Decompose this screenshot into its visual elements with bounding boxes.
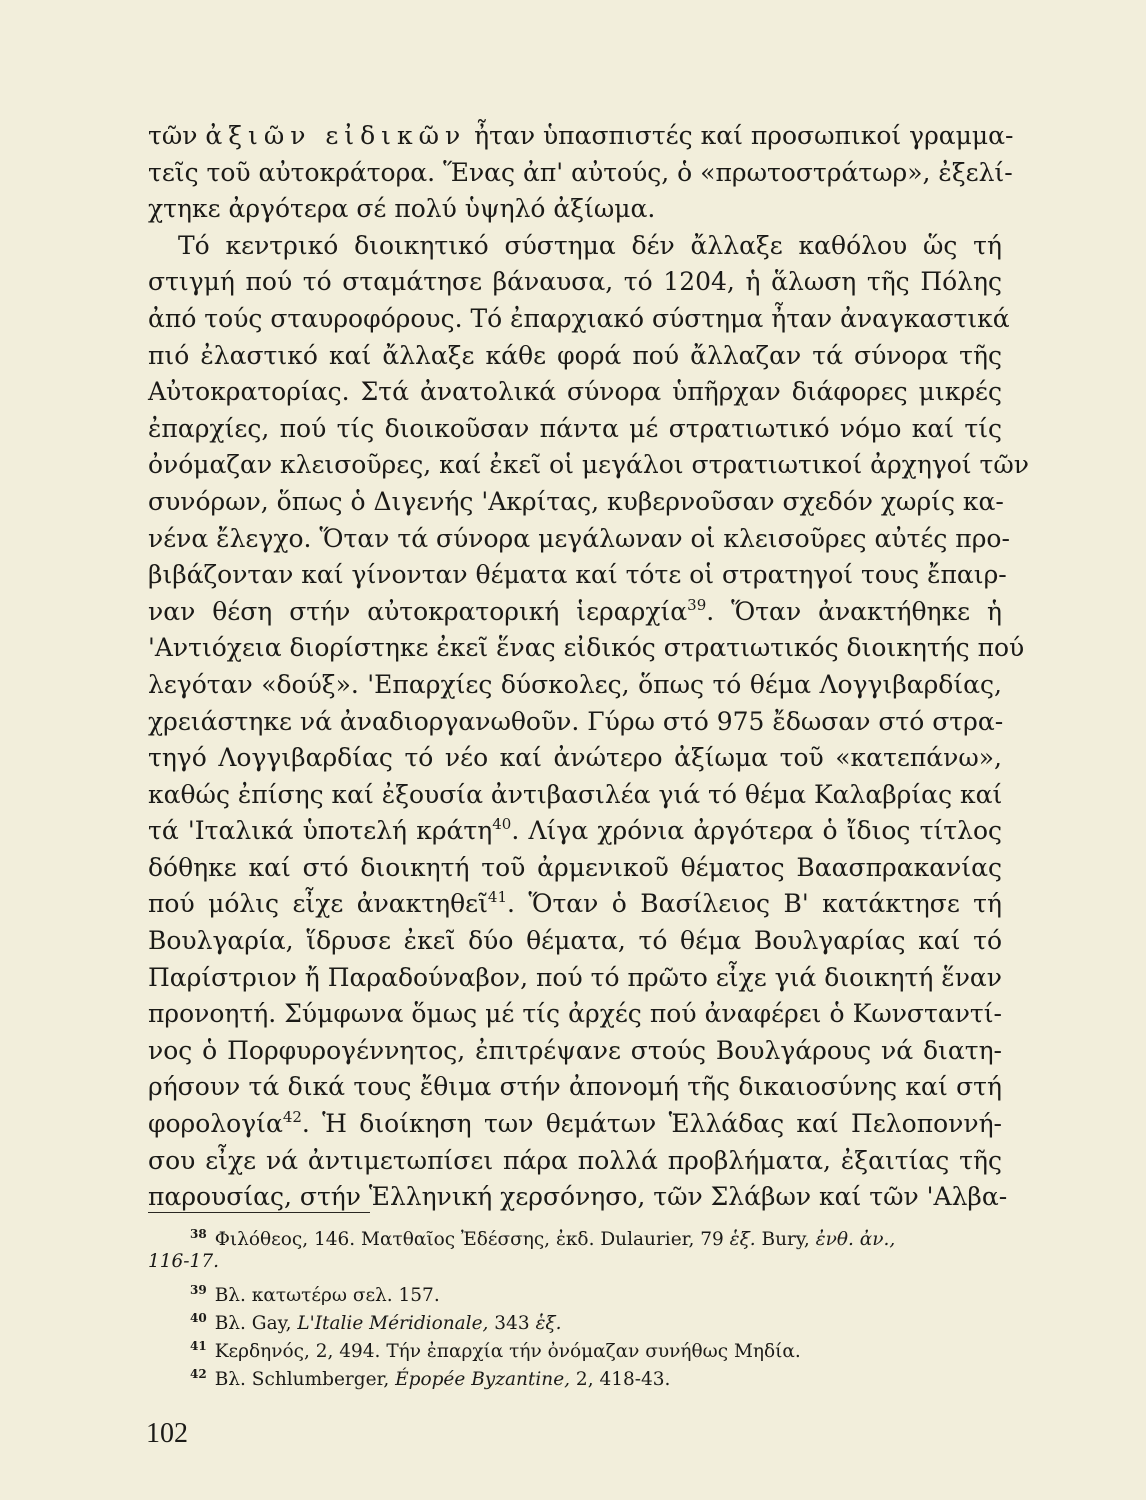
text-line: Αὐτοκρατορίας. Στά ἀνατολικά σύνορα ὑπῆρχαν διάφορες μικρές — [148, 377, 1002, 407]
text-line: Βουλγαρία, ἵδρυσε ἐκεῖ δύο θέματα, τό θέμα Βουλγαρίας καί τό — [148, 926, 1002, 956]
footnote-ref: 41 — [487, 888, 508, 907]
text-line: σου εἶχε νά ἀντιμετωπίσει πάρα πολλά προβλήματα, ἐξαιτίας τῆς — [148, 1145, 1002, 1175]
footnote-41: $^{41}$ Κερδηνός, 2, 494. Τήν ἐπαρχία τήν ὀνόμαζαν συνήθως Μηδία. — [190, 1339, 801, 1362]
text-line: νος ὁ Πορφυρογέννητος, ἐπιτρέψανε στούς Βουλγάρους νά διατη- — [148, 1035, 1002, 1065]
footnote-number: 38 — [190, 1227, 207, 1241]
text-line: ὀνόμαζαν κλεισοῦρες, καί ἐκεῖ οἱ μεγάλοι στρατιωτικοί ἀρχηγοί τῶν — [148, 450, 1029, 480]
footnote-38: $^{38}$ Φιλόθεος, 146. Ματθαῖος Ἐδέσσης, ἐκδ. Dulaurier, 79 ἑξ. Bury, ἐνθ. ἀν., — [190, 1227, 896, 1250]
text-line: χτηκε ἀργότερα σέ πολύ ὑψηλό ἀξίωμα. — [148, 194, 656, 224]
footnote-number: 41 — [190, 1339, 207, 1353]
footnote-40: $^{40}$ Βλ. Gay, L'Italie Méridionale, 343 ἑξ. — [190, 1311, 562, 1334]
text-line: ἀπό τούς σταυροφόρους. Τό ἐπαρχιακό σύστημα ἦταν ἀναγκαστικά — [148, 303, 1010, 333]
main-text — [148, 118, 1029, 1216]
text-line: καθώς ἐπίσης καί ἐξουσία ἀντιβασιλέα γιά τό θέμα Καλαβρίας καί — [148, 779, 1003, 809]
footnote-divider — [148, 1212, 370, 1213]
text-line: Παρίστριον ἤ Παραδούναβον, πού τό πρῶτο εἶχε γιά διοικητή ἕναν — [148, 962, 1002, 992]
footnote-ref: 39 — [687, 595, 707, 614]
text-line: πιό ἐλαστικό καί ἄλλαξε κάθε φορά πού ἄλλαζαν τά σύνορα τῆς — [148, 340, 1002, 370]
text-line: λεγόταν «δούξ». 'Επαρχίες δύσκολες, ὅπως τό θέμα Λογγιβαρδίας, — [148, 669, 1002, 699]
footnote-number: 39 — [190, 1283, 207, 1297]
text-line: τηγό Λογγιβαρδίας τό νέο καί ἀνώτερο ἀξίωμα τοῦ «κατεπάνω», — [148, 743, 1002, 773]
text-line: ρήσουν τά δικά τους ἔθιμα στήν ἀπονομή τῆς δικαιοσύνης καί στή — [148, 1072, 1002, 1102]
text-line: συνόρων, ὅπως ὁ Διγενής 'Ακρίτας, κυβερνοῦσαν σχεδόν χωρίς κα- — [148, 486, 1004, 516]
text-line: παρουσίας, στήν Ἑλληνική χερσόνησο, τῶν Σλάβων καί τῶν 'Αλβα- — [148, 1182, 1008, 1212]
paragraph-start: Τό κεντρικό διοικητικό σύστημα δέν ἄλλαξε καθόλου ὥς τή — [178, 230, 1002, 260]
text-line: ναν θέση στήν αὐτοκρατορική ἱεραρχία$^{39}$. Ὅταν ἀνακτήθηκε ἡ — [148, 595, 1002, 626]
page-number: 102 — [146, 1418, 188, 1449]
footnote-number: 40 — [190, 1311, 207, 1325]
text-line: ἐπαρχίες, πού τίς διοικοῦσαν πάντα μέ στρατιωτικό νόμο καί τίς — [148, 413, 1002, 443]
footnote-42: $^{42}$ Βλ. Schlumberger, Épopée Byzantine, 2, 418-43. — [190, 1367, 671, 1390]
text-line: δόθηκε καί στό διοικητή τοῦ ἀρμενικοῦ θέματος Βαασπρακανίας — [148, 852, 1002, 882]
text-line: φορολογία$^{42}$. Ἡ διοίκηση των θεμάτων Ἑλλάδας καί Πελοποννή- — [148, 1108, 1002, 1139]
text-line: τεῖς τοῦ αὐτοκράτορα. Ἕνας ἀπ' αὐτούς, ὁ «πρωτοστράτωρ», ἐξελί- — [148, 157, 1013, 187]
footnote-ref: 42 — [282, 1108, 302, 1127]
text-line: βιβάζονταν καί γίνονταν θέματα καί τότε οἱ στρατηγοί τους ἔπαιρ- — [148, 560, 1007, 590]
footnote-39: $^{39}$ Βλ. κατωτέρω σελ. 157. — [190, 1283, 440, 1306]
text-line: τά 'Ιταλικά ὑποτελή κράτη$^{40}$. Λίγα χρόνια ἀργότερα ὁ ἴδιος τίτλος — [148, 815, 1002, 846]
text-line: 'Αντιόχεια διορίστηκε ἐκεῖ ἕνας εἰδικός στρατιωτικός διοικητής πού — [148, 633, 1025, 663]
text-line: νένα ἔλεγχο. Ὅταν τά σύνορα μεγάλωναν οἱ κλεισοῦρες αὐτές προ- — [148, 523, 1010, 553]
text-line: χρειάστηκε νά ἀναδιοργανωθοῦν. Γύρω στό 975 ἔδωσαν στό στρα- — [148, 706, 1004, 736]
footnote-38-continued: 116-17. — [148, 1251, 219, 1272]
text-line: προνοητή. Σύμφωνα ὅμως μέ τίς ἀρχές πού ἀναφέρει ὁ Κωνσταντί- — [148, 999, 1002, 1029]
footnote-number: 42 — [190, 1367, 207, 1381]
footnote-ref: 40 — [492, 815, 512, 834]
spaced-emphasis: ἀξιῶν εἰδικῶν — [205, 121, 467, 150]
text-line: τῶν ἀξιῶν εἰδικῶν ἦταν ὑπασπιστές καί προσωπικοί γραμμα- — [148, 121, 1014, 150]
footnotes — [148, 1220, 1002, 1388]
text-line: στιγμή πού τό σταμάτησε βάναυσα, τό 1204, ἡ ἅλωση τῆς Πόλης — [148, 267, 1002, 297]
text-line: πού μόλις εἶχε ἀνακτηθεῖ$^{41}$. Ὅταν ὁ Βασίλειος Β' κατάκτησε τή — [148, 888, 1002, 919]
